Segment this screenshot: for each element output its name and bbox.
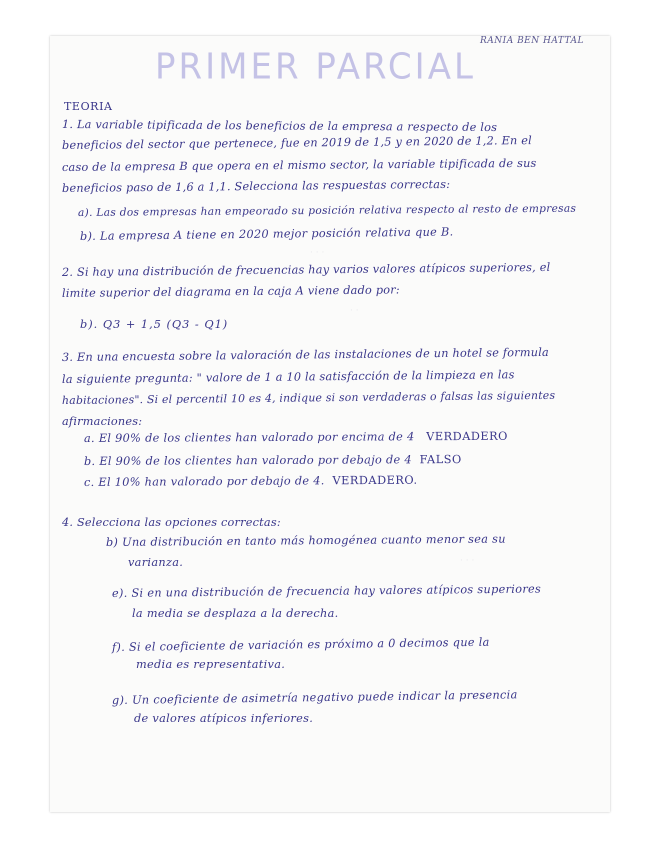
true-false-mark: VERDADERO (426, 429, 508, 444)
option-g-line: de valores atípicos inferiores. (134, 712, 314, 725)
statement-text: c. El 10% han valorado por debajo de 4. (83, 474, 325, 489)
option-f-line: f). Si el coeficiente de variación es próximo a 0 decimos que la (111, 635, 490, 654)
bleed-through-text: · · (350, 306, 359, 316)
option-e-line: e). Si en una distribución de frecuencia hay valores atípicos superiores (111, 582, 542, 600)
option-f-line: media es representativa. (136, 658, 286, 671)
option-b-line: varianza. (128, 556, 184, 569)
question-3-line: la siguiente pregunta: " valore de 1 a 10 la satisfacción de la limpieza en las (61, 368, 515, 386)
question-2-answer: b). Q3 + 1,5 (Q3 - Q1) (80, 318, 229, 331)
question-2-line: limite superior del diagrama en la caja A viene dado por: (61, 283, 400, 300)
question-1-answer: a). Las dos empresas han empeorado su posición relativa respecto al resto de empresas (77, 202, 577, 219)
author-name: RANIA BEN HATTAL (480, 36, 584, 46)
bleed-through-text: · · · (310, 248, 325, 258)
question-3-line: habitaciones". Si el percentil 10 es 4, indique si son verdaderas o falsas las siguientes (61, 388, 556, 407)
section-heading: TEORIA (64, 100, 113, 113)
statement-text: a. El 90% de los clientes han valorado por encima de 4 (83, 430, 415, 445)
true-false-mark: FALSO (419, 453, 462, 467)
question-1-line: beneficios del sector que pertenece, fue en 2019 de 1,5 y en 2020 de 1,2. En el (61, 134, 533, 152)
statement-a (84, 430, 508, 445)
statement-b (84, 453, 462, 468)
question-3-line: 3. En una encuesta sobre la valoración de las instalaciones de un hotel se formula (61, 345, 550, 364)
option-e-line: la media se desplaza a la derecha. (132, 607, 339, 620)
question-1-line: 1. La variable tipificada de los beneficios de la empresa a respecto de los (61, 118, 498, 135)
true-false-mark: VERDADERO. (332, 473, 418, 488)
question-1-answer: b). La empresa A tiene en 2020 mejor posición relativa que B. (79, 225, 454, 243)
question-3-line: afirmaciones: (62, 415, 143, 428)
option-b-line: b) Una distribución en tanto más homogénea cuanto menor sea su (105, 532, 506, 549)
question-1-line: caso de la empresa B que opera en el mismo sector, la variable tipificada de sus (61, 156, 537, 174)
question-1-line: beneficios paso de 1,6 a 1,1. Selecciona las respuestas correctas: (61, 177, 451, 195)
statement-text: b. El 90% de los clientes han valorado por debajo de 4 (83, 453, 412, 468)
question-2-line: 2. Si hay una distribución de frecuencias hay varios valores atípicos superiores, el (61, 260, 551, 279)
bleed-through-text: · · · (460, 556, 475, 566)
exam-title: PRIMER PARCIAL (155, 46, 476, 88)
option-g-line: g). Un coeficiente de asimetría negativo puede indicar la presencia (111, 688, 518, 707)
question-4-heading: 4. Selecciona las opciones correctas: (62, 516, 281, 529)
statement-c (84, 474, 418, 489)
exam-sheet (50, 36, 610, 812)
